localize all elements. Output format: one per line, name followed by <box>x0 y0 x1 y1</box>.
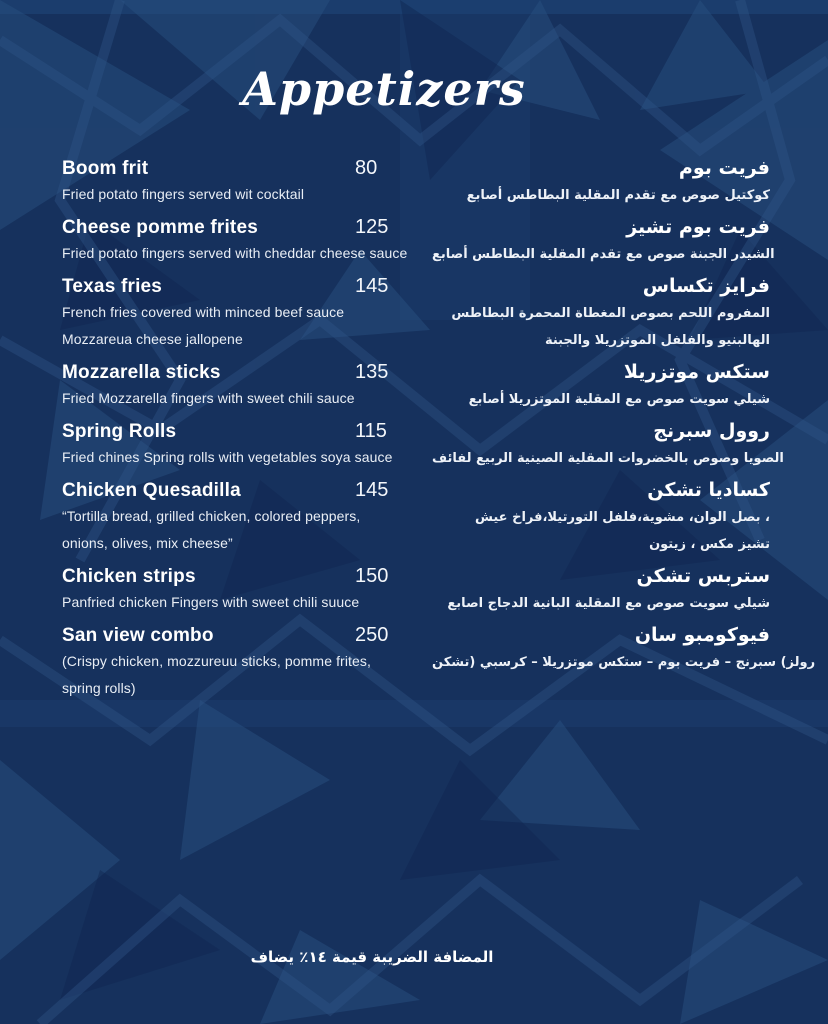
item-price: 80 <box>355 157 378 179</box>
item-desc-en: “Tortilla bread, grilled chicken, colored peppers, <box>62 508 361 524</box>
item-desc-ar: الشيدر الجبنة صوص مع تقدم المقلية البطاطس أصابع <box>432 247 775 262</box>
item-name-ar: فيوكومبو سان <box>634 624 770 646</box>
item-name-ar: فرايز تكساس <box>642 275 770 297</box>
item-name-en: San view combo <box>62 625 214 646</box>
item-name-ar: ستربس تشكن <box>636 565 770 587</box>
item-desc-en: spring rolls) <box>62 680 136 696</box>
item-desc-ar: الصويا وصوص بالخضروات المقلية الصينية الربيع لفائف <box>432 451 784 466</box>
item-desc-ar: شيلي سويت صوص مع المقلية الموتزريلا أصابع <box>468 392 770 407</box>
item-name-en: Chicken strips <box>62 566 196 587</box>
item-desc-ar: تشيز مكس ، زيتون <box>649 537 770 552</box>
item-desc-ar: الهالبنيو والفلفل الموتزريلا والجبنة <box>544 333 770 348</box>
item-name-ar: كساديا تشكن <box>647 479 770 501</box>
item-desc-en: Fried Mozzarella fingers with sweet chili sauce <box>62 390 355 406</box>
item-price: 115 <box>355 420 387 442</box>
item-desc-en: Fried chines Spring rolls with vegetables soya sauce <box>62 449 393 465</box>
menu-item-boom-frit <box>62 157 770 213</box>
tax-note: المضافة الضريبة قيمة ١٤٪ يضاف <box>250 948 494 966</box>
menu-item-mozzarella-sticks <box>62 361 770 417</box>
item-desc-en: onions, olives, mix cheese” <box>62 535 233 551</box>
menu-item-spring-rolls <box>62 420 784 476</box>
item-desc-ar: كوكتيل صوص مع تقدم المقلية البطاطس أصابع <box>466 188 770 203</box>
item-name-en: Texas fries <box>62 276 163 297</box>
item-desc-en: Fried potato fingers served wit cocktail <box>62 186 305 202</box>
item-name-en: Mozzarella sticks <box>62 362 221 383</box>
item-price: 150 <box>355 565 389 587</box>
item-desc-ar: رولز) سبرنج – فريت بوم – ستكس موتزريلا – كرسبي (تشكن <box>432 655 816 670</box>
menu-item-chicken-quesadilla <box>62 479 770 562</box>
item-price: 145 <box>355 275 389 297</box>
menu-item-san-view-combo <box>62 624 816 707</box>
item-desc-en: Panfried chicken Fingers with sweet chili suuce <box>62 594 360 610</box>
item-desc-ar: ، بصل الوان، مشوية،فلفل التورتيلا،فراخ عيش <box>474 510 770 525</box>
item-desc-en: Fried potato fingers served with cheddar cheese sauce <box>62 245 408 261</box>
item-name-ar: ستكس موتزريلا <box>623 361 770 383</box>
item-name-en: Spring Rolls <box>62 421 177 442</box>
item-price: 145 <box>355 479 389 501</box>
item-desc-ar: شيلي سويت صوص مع المقلية البانية الدجاج اصابع <box>447 596 770 611</box>
page-title: Appetizers <box>242 62 526 116</box>
item-desc-en: French fries covered with minced beef sauce <box>62 304 345 320</box>
item-desc-ar: المفروم اللحم بصوص المغطاة المحمرة البطاطس <box>451 306 770 321</box>
item-name-en: Chicken Quesadilla <box>62 480 241 501</box>
item-desc-en: Mozzareua cheese jallopene <box>62 331 243 347</box>
menu-item-cheese-pomme-frites <box>62 216 775 272</box>
item-desc-en: (Crispy chicken, mozzureuu sticks, pomme frites, <box>62 653 371 669</box>
menu-items-list <box>62 157 816 707</box>
item-price: 125 <box>355 216 389 238</box>
menu-item-chicken-strips <box>62 565 770 621</box>
item-price: 135 <box>355 361 389 383</box>
item-name-ar: روول سبرنج <box>653 420 770 442</box>
item-name-en: Boom frit <box>62 158 149 179</box>
item-name-ar: فريت بوم تشيز <box>626 216 770 238</box>
menu-item-texas-fries <box>62 275 770 358</box>
item-price: 250 <box>355 624 389 646</box>
item-name-ar: فريت بوم <box>678 157 770 179</box>
item-name-en: Cheese pomme frites <box>62 217 258 238</box>
